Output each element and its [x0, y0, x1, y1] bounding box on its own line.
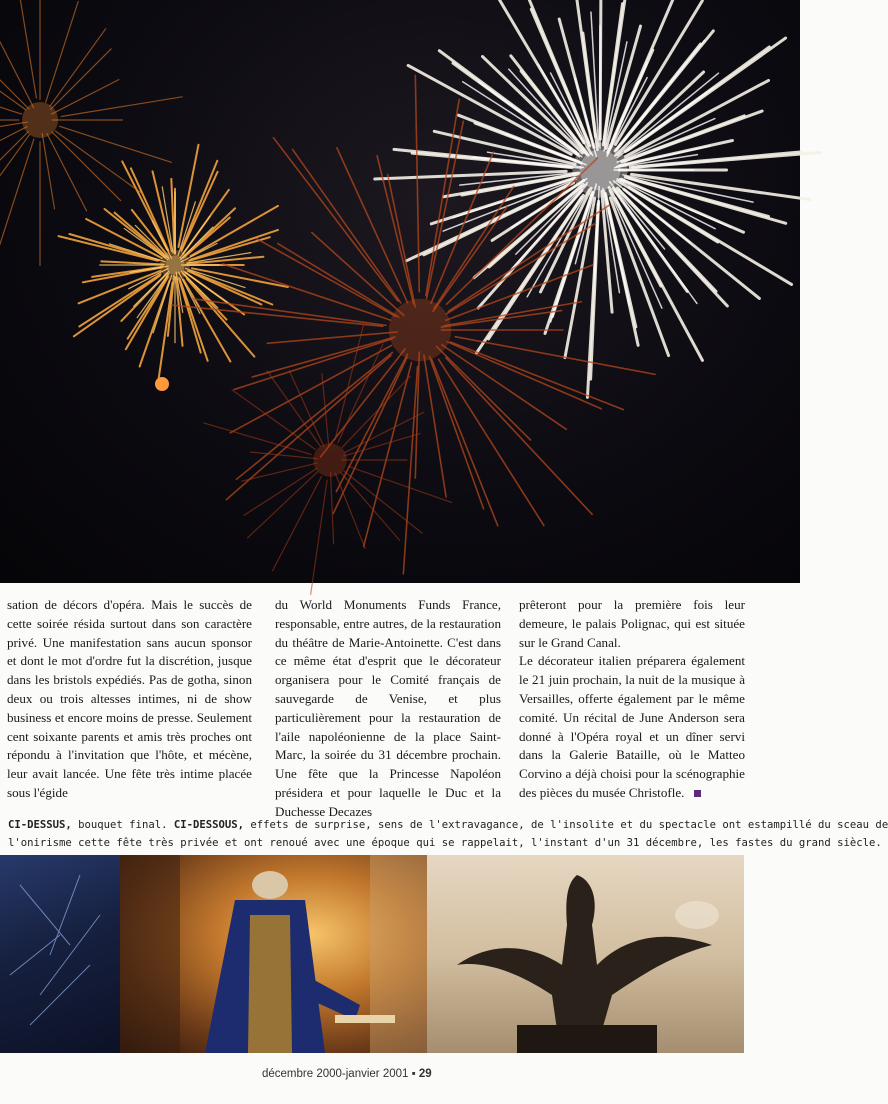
caption-line-1	[8, 816, 888, 834]
column-1-text: sation de décors d'opéra. Mais le succès de cette soirée résida surtout dans son caractère privé. Une manifestation sans aucun sponsor et dont le mot d'ordre fut la discrétion, jusque dans les bristols expédiés. Pas de gotha, sinon deux ou trois altesses intimes, ni de show business et encore moins de presse. Seulement cent soixante parents et amis très proches ont répondu à l'invitation que l'hôte, et mécène, leur avait lancée. Une fête très intime placée sous l'égide	[7, 597, 252, 800]
caption-text-above: bouquet final.	[71, 819, 174, 831]
caption-text-below: effets de surprise, sens de l'extravagance, de l'insolite et du spectacle ont estampillé du sceau de	[244, 819, 888, 831]
spark-dot	[155, 377, 169, 391]
firework-burst	[443, 12, 753, 322]
photo-costumed-servant	[120, 855, 427, 1053]
column-3-paragraph-1: prêteront pour la première fois leur demeure, le palais Polignac, qui est située sur le Grand Canal.	[519, 597, 745, 650]
blue-sparks-graphic	[0, 855, 120, 1053]
caption-label-below: CI-DESSOUS,	[173, 819, 245, 831]
costumed-figure-graphic	[120, 855, 427, 1053]
column-2-text: du World Monuments Funds France, responsable, entre autres, de la restauration du théâtre de Marie-Antoinette. C'est dans ce même état d'esprit que le décorateur organisera pour le Comité français de sauvegarde de Venise, et plus particulièrement pour la restauration de l'aile napoléonienne de la place Saint-Marc, la soirée du 31 décembre prochain. Une fête que la Princesse Napoléon présidera et pour laquelle le Duc et la Duchesse Decazes	[275, 597, 501, 819]
page-footer	[262, 1068, 462, 1080]
fireworks-illustration	[0, 0, 800, 583]
issue-date: décembre 2000-janvier 2001	[262, 1068, 409, 1080]
caption-line-2: l'onirisme cette fête très privée et ont renoué avec une époque qui se rappelait, l'instant d'un 31 décembre, les fastes du grand siècle.	[8, 837, 882, 849]
article-column-1	[7, 596, 252, 803]
column-3-paragraph-2-text: Le décorateur italien préparera également le 21 juin prochain, la nuit de la musique à Versailles, offerte également par le même comité. Un récital de June Anderson sera donné à l'Opéra royal et un dîner servi dans la Galerie Bataille, où le Matteo Corvino a déjà choisi pour la scénographie des pièces du musée Christofle.	[519, 653, 745, 800]
end-of-article-mark	[694, 790, 701, 797]
column-3-paragraph-2	[519, 652, 745, 802]
photo-eagle-sculpture	[427, 855, 744, 1053]
firework-burst	[204, 325, 452, 594]
eagle-silhouette-graphic	[427, 855, 744, 1053]
article-column-2	[275, 596, 501, 822]
page-number: 29	[418, 1068, 432, 1080]
fireworks-hero-image	[0, 0, 800, 583]
photo-caption	[8, 816, 888, 852]
photo-blue-fireworks	[0, 855, 120, 1053]
article-column-3	[519, 596, 745, 803]
footer-separator: ▪	[408, 1068, 419, 1080]
caption-label-above: CI-DESSUS,	[8, 819, 72, 831]
